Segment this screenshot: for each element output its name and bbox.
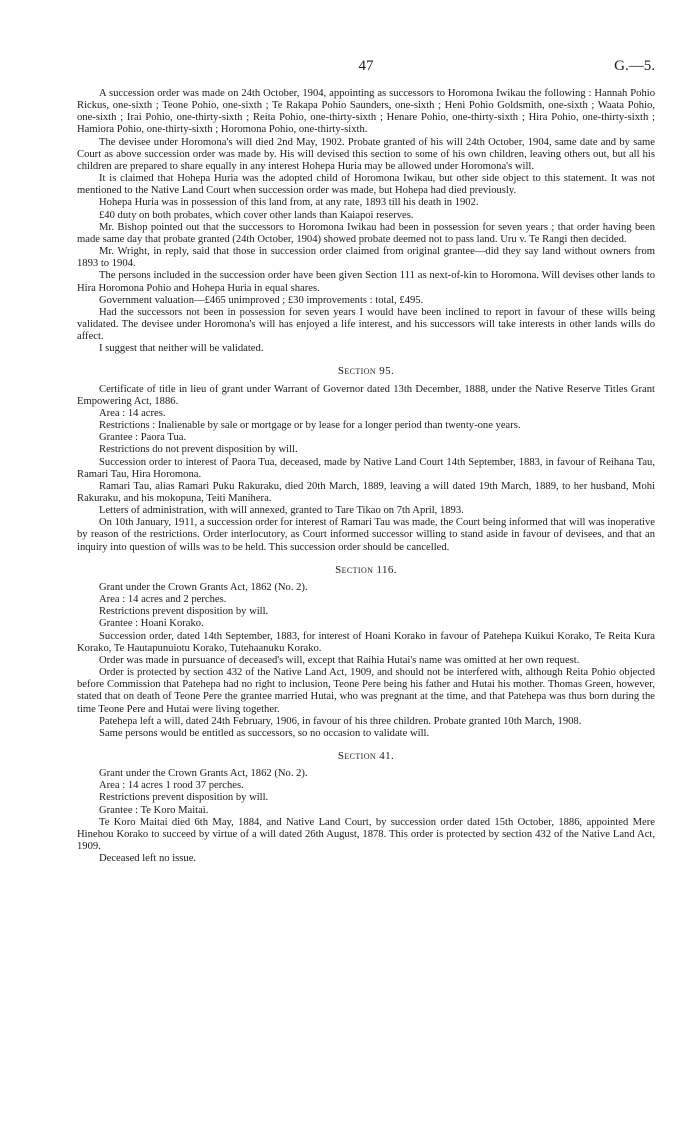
paragraph: Area : 14 acres and 2 perches. xyxy=(99,594,227,606)
paragraph: Same persons would be entitled as successors, so no occasion to validate will. xyxy=(99,727,430,739)
section-41 xyxy=(77,750,655,865)
paragraph: A succession order was made on 24th October, 1904, appointing as successors to Horomona Iwikau the following : Hannah Pohio Rickus, one-sixth ; Teone Pohio, one-sixth ; Te Rakapa Pohio Saunders, one-sixth ; Heni Pohio Goldsmith, one-sixth ; Waata Pohio, one-sixth ; Irai Pohio, one-thirty-sixth ; Reita Pohio, one-thirty-sixth ; Henare Pohio, one-thirty-sixth ; Hira Pohio, one-thirty-sixth ; Hamiora Pohio, one-thirty-sixth ; Horomona Pohio, one-thirty-sixth. xyxy=(77,88,655,136)
section-heading: Section 116. xyxy=(335,563,397,576)
paragraph: Te Koro Maitai died 6th May, 1884, and Native Land Court, by succession order dated 15th October, 1886, appointed Mere Hinehou Korako to succeed by virtue of a will dated 26th August, 1878. This order is protected by section 432 of the Native Land Act, 1909. xyxy=(77,816,655,853)
paragraph: I suggest that neither will be validated. xyxy=(99,343,264,355)
paragraph: £40 duty on both probates, which cover other lands than Kaiapoi reserves. xyxy=(99,209,414,221)
section-116 xyxy=(77,564,655,740)
paragraph: Grantee : Paora Tua. xyxy=(99,432,187,444)
paragraph: Grant under the Crown Grants Act, 1862 (No. 2). xyxy=(99,768,308,780)
intro-block xyxy=(77,88,655,355)
paragraph: Mr. Wright, in reply, said that those in succession order claimed from original grantee—did they say land without owners from 1893 to 1904. xyxy=(77,246,655,270)
paragraph: Restrictions : Inalienable by sale or mortgage or by lease for a longer period than twenty-one years. xyxy=(99,420,521,432)
document-page xyxy=(77,58,655,865)
paragraph: Had the successors not been in possession for seven years I would have been inclined to report in favour of these wills being validated. The devisee under Horomona's will has enjoyed a life interest, and his successors will take interests in other lands wills do affect. xyxy=(77,306,655,343)
section-heading: Section 95. xyxy=(337,365,395,378)
paragraph: Patehepa left a will, dated 24th February, 1906, in favour of his three children. Probate granted 10th March, 1908. xyxy=(99,715,582,727)
paragraph: Hohepa Huria was in possession of this land from, at any rate, 1893 till his death in 1902. xyxy=(99,197,479,209)
paragraph: Deceased left no issue. xyxy=(99,853,197,865)
section-heading: Section 41. xyxy=(337,749,395,762)
paragraph: Order is protected by section 432 of the Native Land Act, 1909, and should not be interfered with, although Reita Pohio objected before Commission that Patehepa had no right to inclusion, Teone Pere being his father and Hutai his mother. Thomas Green, however, stated that on death of Teone Pere the grantee married Hutai, who was pregnant at the time, and that Patehepa was thus born during the time Teone Pere and Hutai were living together. xyxy=(77,667,655,715)
series-code: G.—5. xyxy=(614,58,655,74)
paragraph: It is claimed that Hohepa Huria was the adopted child of Horomona Iwikau, but other side object to this statement. It was not mentioned to the Native Land Court when succession order was made, but Hohepa had died previously. xyxy=(77,173,655,197)
paragraph: The devisee under Horomona's will died 2nd May, 1902. Probate granted of his will 24th October, 1904, same date and by same Court as above succession order was made by. His will devised this section to some of his own children, leaving others out, but all his children are prepared to share equally in any interest Hohepa Huria may be allowed under Horomona's will. xyxy=(77,136,655,172)
paragraph: Government valuation—£465 unimproved ; £30 improvements : total, £495. xyxy=(99,294,424,306)
paragraph: Grant under the Crown Grants Act, 1862 (No. 2). xyxy=(99,581,308,593)
paragraph: Letters of administration, with will annexed, granted to Tare Tikao on 7th April, 1893. xyxy=(99,505,464,517)
paragraph: Ramari Tau, alias Ramari Puku Rakuraku, died 20th March, 1889, leaving a will dated 19th March, 1889, to her husband, Mohi Rakuraku, and his mokopuna, Teiti Manihera. xyxy=(77,480,655,504)
paragraph: Certificate of title in lieu of grant under Warrant of Governor dated 13th December, 1888, under the Native Reserve Titles Grant Empowering Act, 1886. xyxy=(77,383,655,407)
section-95 xyxy=(77,365,655,553)
paragraph: Area : 14 acres 1 rood 37 perches. xyxy=(99,780,244,792)
page-header xyxy=(77,58,655,88)
paragraph: Restrictions do not prevent disposition by will. xyxy=(99,444,298,456)
paragraph: Mr. Bishop pointed out that the successors to Horomona Iwikau had been in possession for seven years ; that order having been made same day that probate granted (24th October, 1904) showed probate deemed not to pass land. Uru v. Te Rangi then decided. xyxy=(77,221,655,245)
paragraph: Restrictions prevent disposition by will. xyxy=(99,792,269,804)
paragraph: Succession order, dated 14th September, 1883, for interest of Hoani Korako in favour of Patehepa Kuikui Korako, Te Reita Kura Korako, Te Hautapunuiotu Korako, Tutehaanuku Korako. xyxy=(77,630,655,654)
paragraph: Order was made in pursuance of deceased's will, except that Raihia Hutai's name was omitted at her own request. xyxy=(99,654,580,666)
page-number: 47 xyxy=(358,58,374,74)
paragraph: On 10th January, 1911, a succession order for interest of Ramari Tau was made, the Court being informed that will was inoperative by reason of the restrictions. Order interlocutory, as Court informed successor willing to stand aside in favour of devisees, and that an inquiry into question of wills was to be held. This succession order should be cancelled. xyxy=(77,517,655,553)
paragraph: The persons included in the succession order have been given Section 111 as next-of-kin to Horomona. Will devises other lands to Hira Horomona Pohio and Hohepa Huria in equal shares. xyxy=(77,270,655,294)
paragraph: Succession order to interest of Paora Tua, deceased, made by Native Land Court 14th September, 1883, in favour of Reihana Tau, Ramari Tau, Hira Horomona. xyxy=(77,456,655,480)
paragraph: Grantee : Hoani Korako. xyxy=(99,618,204,630)
document-body xyxy=(77,88,655,865)
paragraph: Grantee : Te Koro Maitai. xyxy=(99,804,209,816)
paragraph: Area : 14 acres. xyxy=(99,407,166,419)
paragraph: Restrictions prevent disposition by will. xyxy=(99,606,269,618)
